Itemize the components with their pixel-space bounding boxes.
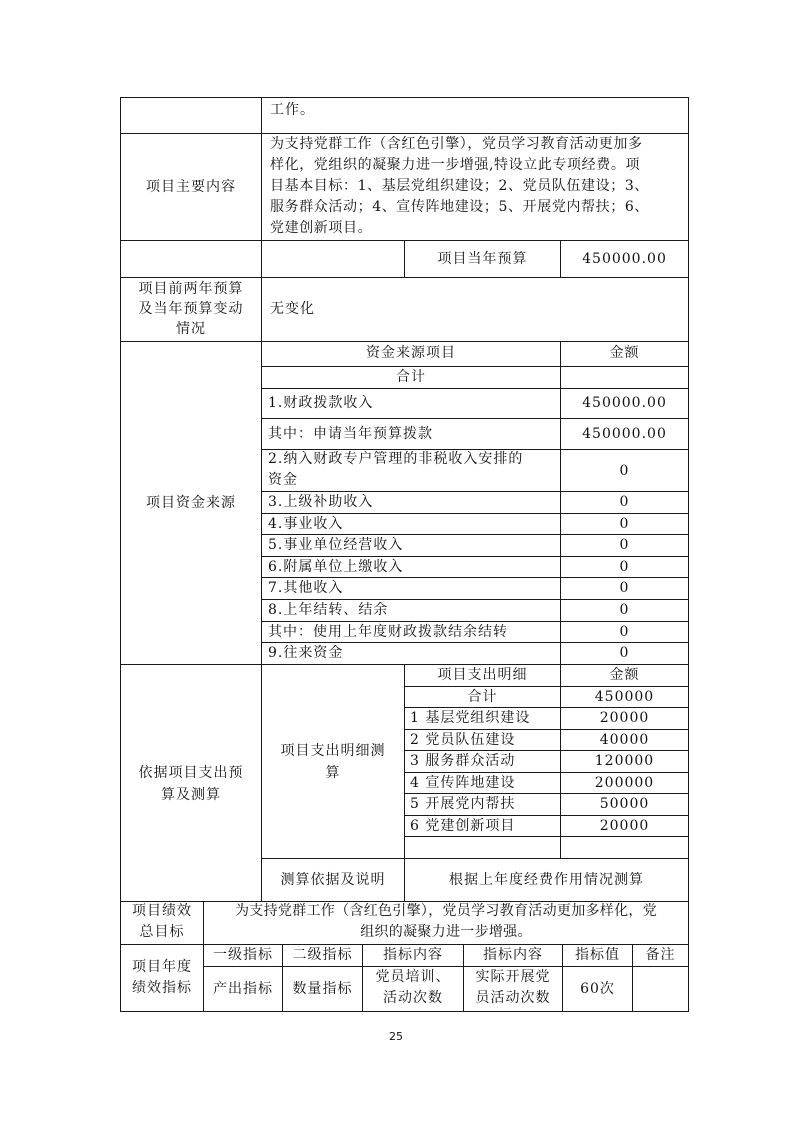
- current-budget-value: 450000.00: [582, 251, 667, 267]
- indicator-header: 二级指标: [292, 947, 353, 963]
- funding-row-amount: 0: [619, 463, 630, 479]
- annual-indicators-label: 项目年度 绩效指标: [132, 959, 192, 996]
- indicator-level1: 产出指标: [213, 981, 273, 997]
- funding-row-amount: 0: [619, 624, 630, 640]
- funding-row-label: 3.上级补助收入: [268, 494, 374, 510]
- indicator-header: 指标值: [575, 947, 620, 963]
- funding-row-label: 4.事业收入: [268, 516, 344, 532]
- indicator-content2: 实际开展党 员活动次数: [475, 969, 551, 1006]
- budget-change-value: 无变化: [270, 301, 315, 317]
- funding-row-amount: 0: [619, 645, 630, 661]
- indicator-header: 指标内容: [483, 947, 543, 963]
- indicator-header: 一级指标: [213, 947, 273, 963]
- basis-value: 根据上年度经费作用情况测算: [449, 872, 644, 888]
- continued-text: 工作。: [270, 102, 315, 118]
- funding-header-amount: 金额: [609, 345, 640, 361]
- expense-row-amount: 40000: [599, 732, 650, 748]
- funding-row-label: 2.纳入财政专户管理的非税收入安排的 资金: [268, 451, 524, 488]
- expense-header-item: 项目支出明细: [437, 667, 528, 683]
- funding-row-amount: 0: [619, 537, 630, 553]
- main-content-text: 为支持党群工作（含红色引擎），党员学习教育活动更加多 样化，党组织的凝聚力进一步增强,特设立此专项经费。项 目基本目标：1、基层党组织建设；2、党员队伍建设；3、 服务群众活动；4、宣传阵地建设；5、开展党内帮扶；6、 党建创新项目。: [270, 136, 649, 236]
- funding-row-label: 8.上年结转、结余: [268, 602, 389, 618]
- funding-row-label: 7.其他收入: [268, 580, 344, 596]
- expense-row-amount: 20000: [599, 818, 650, 834]
- funding-row-label: 其中：使用上年度财政拨款结余结转: [268, 624, 508, 640]
- funding-row-amount: 0: [619, 559, 630, 575]
- funding-row-amount: 0: [619, 516, 630, 532]
- funding-row-amount: 0: [619, 494, 630, 510]
- funding-row-label: 9.往来资金: [268, 645, 344, 661]
- budget-change-label: 项目前两年预算 及当年预算变动 情况: [138, 281, 244, 337]
- expense-row-amount: 200000: [594, 775, 655, 791]
- expense-header-amount: 金额: [609, 667, 640, 683]
- funding-total-label: 合计: [396, 369, 426, 385]
- expense-total-label: 合计: [467, 689, 498, 705]
- expense-row-label: 2 党员队伍建设: [410, 732, 516, 748]
- indicator-value: 60次: [580, 981, 615, 997]
- main-content-label: 项目主要内容: [146, 179, 236, 195]
- indicator-level2: 数量指标: [292, 981, 353, 997]
- expense-row-label: 3 服务群众活动: [410, 753, 516, 769]
- expense-row-label: 6 党建创新项目: [410, 818, 516, 834]
- expense-detail-label: 项目支出明细测 算: [280, 743, 386, 781]
- funding-header-source: 资金来源项目: [366, 345, 456, 361]
- indicator-header: 备注: [645, 947, 676, 963]
- performance-goal-label: 项目绩效 总目标: [132, 903, 192, 940]
- basis-label: 测算依据及说明: [280, 872, 386, 888]
- funding-row-label: 1.财政拨款收入: [268, 395, 374, 411]
- indicator-header: 指标内容: [383, 947, 443, 963]
- expense-label: 依据项目支出预 算及测算: [138, 765, 244, 803]
- funding-row-amount: 450000.00: [582, 426, 667, 442]
- expense-row-amount: 120000: [594, 753, 655, 769]
- page-number: 25: [389, 1030, 403, 1043]
- performance-goal-text: 为支持党群工作（含红色引擎），党员学习教育活动更加多样化，党 组织的凝聚力进一步增强。: [235, 903, 657, 940]
- expense-row-label: 5 开展党内帮扶: [410, 796, 516, 812]
- expense-row-amount: 20000: [599, 710, 650, 726]
- funding-row-label: 其中：申请当年预算拨款: [268, 426, 433, 442]
- funding-row-amount: 450000.00: [582, 395, 667, 411]
- funding-label: 项目资金来源: [146, 495, 236, 511]
- expense-row-amount: 50000: [599, 796, 650, 812]
- current-budget-label: 项目当年预算: [437, 251, 528, 267]
- funding-row-amount: 0: [619, 602, 630, 618]
- funding-row-label: 5.事业单位经营收入: [268, 537, 404, 553]
- funding-row-amount: 0: [619, 580, 630, 596]
- funding-row-label: 6.附属单位上缴收入: [268, 559, 404, 575]
- expense-total-amount: 450000: [594, 689, 655, 705]
- indicator-content1: 党员培训、 活动次数: [375, 969, 451, 1006]
- expense-row-label: 1 基层党组织建设: [410, 710, 531, 726]
- expense-row-label: 4 宣传阵地建设: [410, 775, 516, 791]
